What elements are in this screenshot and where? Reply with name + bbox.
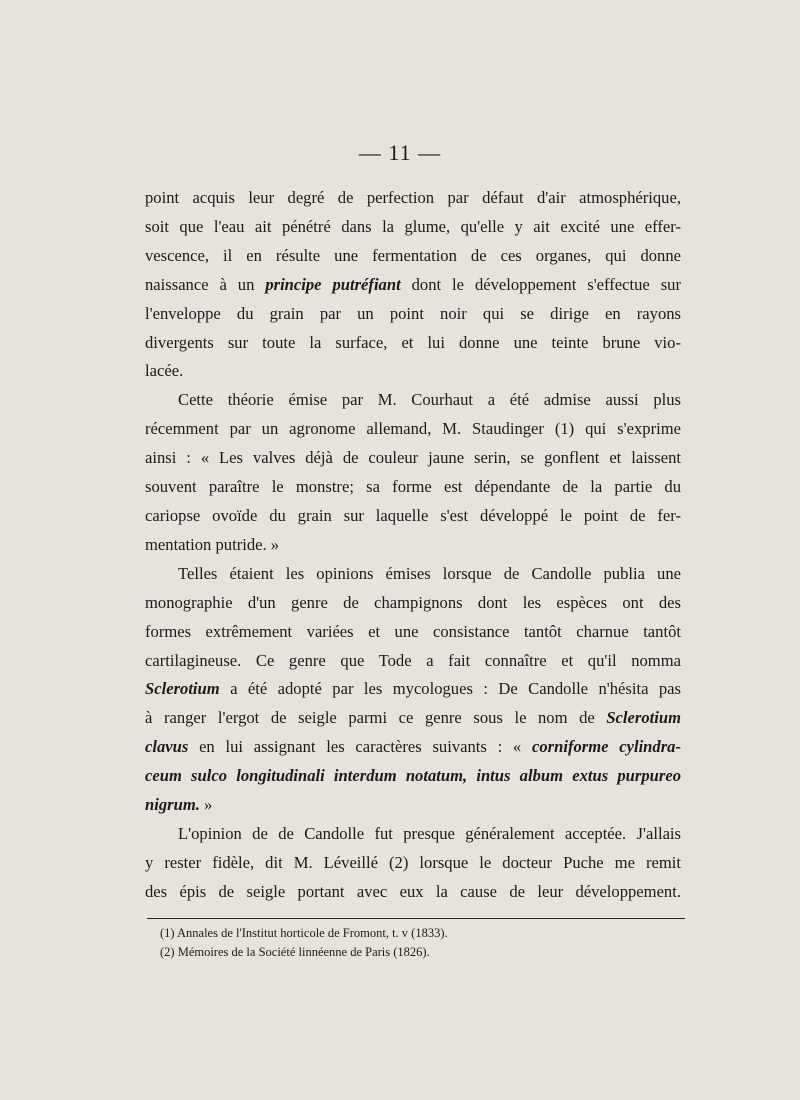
text-run: souvent paraître le monstre; sa forme est dépendante de la partie du [145, 477, 681, 497]
italic-text: clavus [145, 737, 189, 757]
text-line [145, 415, 681, 444]
page-number: — 11 — [358, 140, 442, 165]
text-line [145, 675, 681, 704]
text-line [145, 444, 681, 473]
text-line [145, 473, 681, 502]
body-text [145, 184, 681, 907]
italic-text: principe putréfiant [265, 274, 401, 294]
text-line [145, 329, 681, 358]
text-line [145, 357, 681, 386]
text-run: a été adopté par les mycologues : De Candolle n'hésita pas [219, 679, 681, 699]
text-line [145, 878, 681, 907]
text-run: point acquis leur degré de perfection par défaut d'air atmosphérique, [145, 188, 681, 207]
text-line [145, 704, 681, 733]
text-run: récemment par un agronome allemand, M. Staudinger (1) qui s'exprime [145, 419, 681, 439]
text-line [145, 386, 681, 415]
text-line [145, 618, 681, 647]
text-line [145, 271, 681, 300]
text-run: formes extrêmement variées et une consistance tantôt charnue tantôt [145, 621, 681, 641]
text-run: Telles étaient les opinions émises lorsque de Candolle publia une [178, 563, 681, 583]
text-run: monographie d'un genre de champignons dont les espèces ont des [145, 592, 681, 612]
text-line [145, 647, 681, 676]
text-run: Cette théorie émise par M. Courhaut a été admise aussi plus [178, 390, 681, 410]
text-run: naissance à un [145, 274, 266, 294]
text-run: » [199, 795, 213, 815]
text-run: l'enveloppe du grain par un point noir qui se dirige en rayons [145, 303, 681, 323]
text-line [145, 213, 681, 242]
text-run: vescence, il en résulte une fermentation de ces organes, qui donne [145, 245, 681, 265]
text-run: y rester fidèle, dit M. Léveillé (2) lorsque le docteur Puche me remit [145, 852, 681, 872]
text-line [145, 589, 681, 618]
italic-text: corniforme cylindra- [531, 737, 681, 757]
italic-text: Sclerotium [606, 708, 681, 728]
text-run: ainsi : « Les valves déjà de couleur jaune serin, se gonflent et laissent [145, 448, 681, 468]
text-line [145, 820, 681, 849]
text-line [145, 300, 681, 329]
footnotes [160, 924, 448, 962]
text-run: L'opinion de de Candolle fut presque généralement acceptée. J'allais [178, 823, 681, 843]
text-run: des épis de seigle portant avec eux la cause de leur développement. [145, 881, 681, 901]
text-line [145, 733, 681, 762]
italic-text: nigrum. [145, 795, 200, 815]
text-line [145, 531, 681, 560]
text-line [145, 502, 681, 531]
text-line [145, 242, 681, 271]
italic-text: Sclerotium [145, 679, 220, 699]
text-run: lacée. [145, 361, 184, 381]
text-line [145, 791, 681, 820]
footnote-2: (2) Mémoires de la Société linnéenne de Paris (1826). [160, 945, 430, 959]
text-run: dont le développement s'effectue sur [400, 274, 682, 294]
text-run: cartilagineuse. Ce genre que Tode a fait connaître et qu'il nomma [145, 650, 681, 670]
footnote-1: (1) Annales de l'Institut horticole de Fromont, t. v (1833). [160, 926, 448, 940]
text-line [145, 762, 681, 791]
footnote-rule [147, 918, 685, 919]
text-run: à ranger l'ergot de seigle parmi ce genre sous le nom de [145, 708, 607, 728]
text-run: cariopse ovoïde du grain sur laquelle s'est développé le point de fer- [145, 505, 681, 525]
text-run: mentation putride. » [145, 534, 280, 554]
text-run: soit que l'eau ait pénétré dans la glume, qu'elle y ait excité une effer- [145, 216, 681, 236]
text-line [145, 560, 681, 589]
text-run: divergents sur toute la surface, et lui donne une teinte brune vio- [145, 332, 681, 352]
text-line [145, 184, 681, 213]
italic-text: ceum sulco longitudinali interdum notatum, intus album extus purpureo [145, 766, 681, 786]
text-line [145, 849, 681, 878]
text-run: en lui assignant les caractères suivants : « [188, 737, 532, 757]
